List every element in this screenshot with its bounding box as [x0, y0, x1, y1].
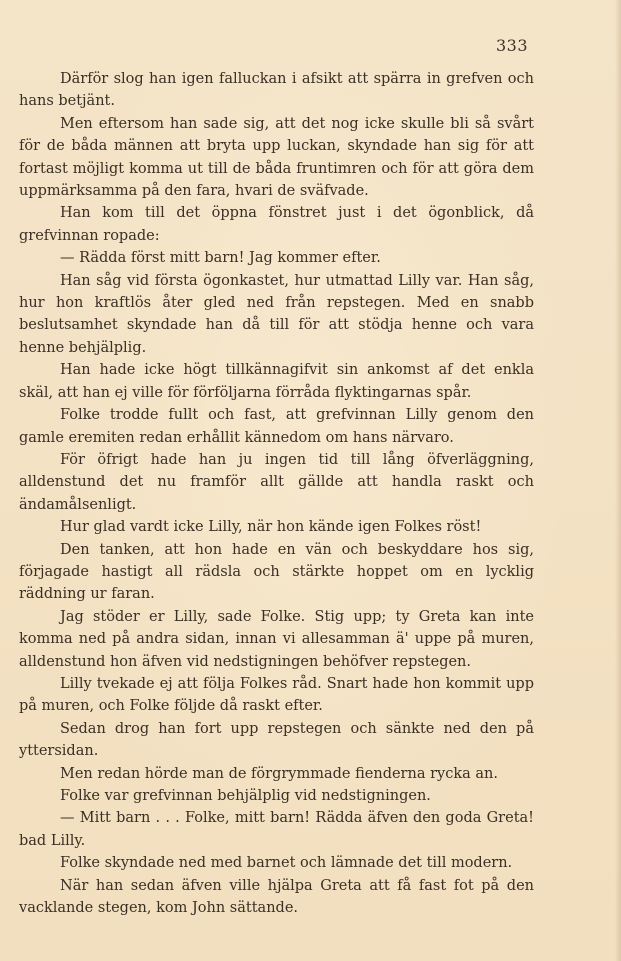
paragraph: Lilly tvekade ej att följa Folkes råd. Snart hade hon kommit upp på muren, och Folke följde då raskt efter.	[19, 675, 534, 715]
paragraph: Han kom till det öppna fönstret just i det ögonblick, då grefvinnan ropade:	[19, 205, 534, 244]
paragraph: För öfrigt hade han ju ingen tid till lång öfverläggning, alldenstund det nu framför allt gällde att handla raskt och ändamålsenligt.	[19, 451, 534, 513]
paragraph: Sedan drog han fort upp repstegen och sänkte ned den på yttersidan.	[19, 720, 534, 760]
paragraph: Folke skyndade ned med barnet och lämnade det till modern.	[60, 855, 513, 872]
paragraph: — Rädda först mitt barn! Jag kommer efter.	[60, 250, 381, 267]
paragraph: Folke var grefvinnan behjälplig vid nedstigningen.	[60, 788, 431, 804]
paragraph: Folke trodde fullt och fast, att grefvinnan Lilly genom den gamle eremiten redan erhållit kännedom om hans närvaro.	[19, 407, 534, 446]
paragraph: — Mitt barn . . . Folke, mitt barn! Rädda äfven den goda Greta! bad Lilly.	[19, 810, 534, 849]
paragraph: Han hade icke högt tillkännagifvit sin ankomst af det enkla skäl, att han ej ville för förföljarna förråda flyktingarnas spår.	[19, 362, 534, 401]
paragraph: Men redan hörde man de förgrymmade fienderna rycka an.	[60, 765, 498, 782]
page-number: 333	[495, 36, 528, 55]
paragraph: Men eftersom han sade sig, att det nog icke skulle bli så svårt för de båda männen att bryta upp luckan, skyndade han sig för att fortast möjligt komma ut till de båda fruntimren och för att göra dem uppmärksamma på den fara, hvari de sväfvade.	[19, 115, 534, 200]
paragraph: Han såg vid första ögonkastet, hur utmattad Lilly var. Han såg, hur hon kraftlös åter gled ned från repstegen. Med en snabb beslutsamhet skyndade han då till för att stödja henne och vara henne behjälplig.	[19, 272, 534, 356]
paragraph: Därför slog han igen falluckan i afsikt att spärra in grefven och hans betjänt.	[19, 71, 534, 110]
paragraph: Hur glad vardt icke Lilly, när hon kände igen Folkes röst!	[60, 519, 482, 536]
page-text	[19, 68, 534, 919]
paragraph: Jag stöder er Lilly, sade Folke. Stig upp; ty Greta kan inte komma ned på andra sidan, innan vi allesamman ä' uppe på muren, alldenstund hon äfven vid nedstigningen behöfver repstegen.	[19, 608, 534, 670]
paragraph: När han sedan äfven ville hjälpa Greta att få fast fot på den vacklande stegen, kom John sättande.	[19, 877, 534, 917]
paragraph: Den tanken, att hon hade en vän och beskyddare hos sig, förjagade hastigt all rädsla och stärkte hoppet om en lycklig räddning ur faran.	[19, 541, 534, 603]
page-edge-shadow	[615, 0, 621, 961]
